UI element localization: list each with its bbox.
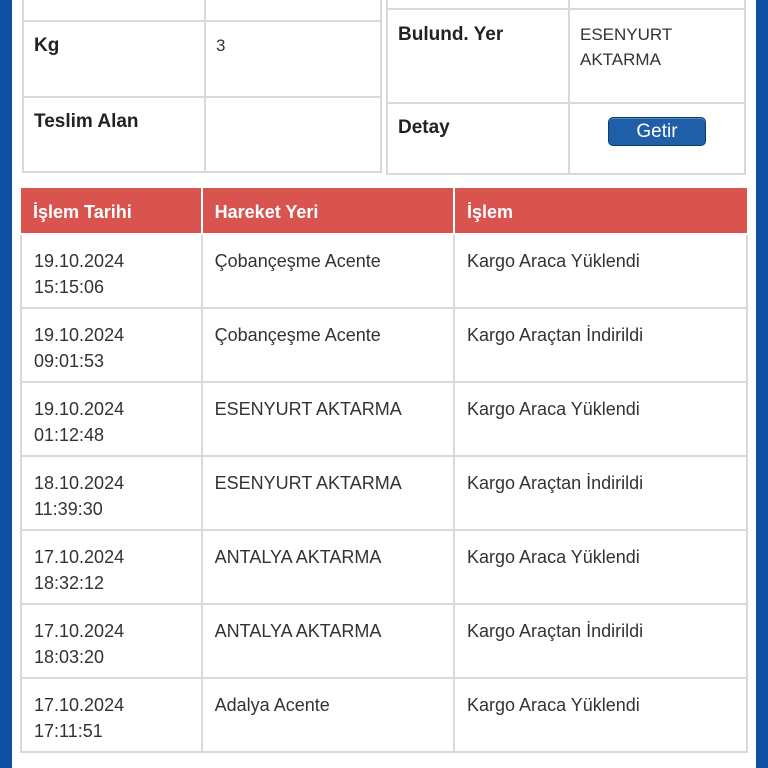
action-cell: Kargo Araçtan İndirildi (454, 604, 747, 678)
action-cell: Kargo Araca Yüklendi (454, 234, 747, 308)
date-cell (21, 234, 202, 308)
date-cell (21, 382, 202, 456)
date-cell (21, 456, 202, 530)
info-row-kg (23, 21, 381, 97)
column-header-islem-tarihi: İşlem Tarihi (21, 188, 202, 234)
place-cell: ESENYURT AKTARMA (202, 456, 454, 530)
table-row (21, 530, 747, 604)
info-row-teslim-alan (23, 97, 381, 172)
table-row (21, 234, 747, 308)
action-cell: Kargo Araca Yüklendi (454, 678, 747, 752)
info-row-detay (387, 103, 745, 174)
time-text: 11:39:30 (34, 499, 103, 519)
place-cell: ESENYURT AKTARMA (202, 382, 454, 456)
getir-button[interactable]: Getir (608, 117, 706, 146)
date-text: 17.10.2024 (34, 547, 125, 567)
kg-value: 3 (205, 21, 381, 97)
bulund-yer-line1: ESENYURT (580, 25, 673, 44)
movement-history-table (20, 188, 748, 753)
bulund-yer-value (569, 9, 745, 103)
info-row-top-partial (387, 0, 745, 9)
time-text: 15:15:06 (34, 277, 105, 297)
detay-label: Detay (387, 103, 569, 174)
teslim-alan-value (205, 97, 381, 172)
date-text: 17.10.2024 (34, 695, 125, 715)
date-cell (21, 678, 202, 752)
place-cell: ANTALYA AKTARMA (202, 530, 454, 604)
time-text: 09:01:53 (34, 351, 105, 371)
column-header-hareket-yeri: Hareket Yeri (202, 188, 454, 234)
date-text: 17.10.2024 (34, 621, 125, 641)
action-cell: Kargo Araca Yüklendi (454, 530, 747, 604)
detay-cell (569, 103, 745, 174)
action-cell: Kargo Araçtan İndirildi (454, 308, 747, 382)
info-row-bulund-yer (387, 9, 745, 103)
place-cell: Çobançeşme Acente (202, 308, 454, 382)
shipment-tracking-page (12, 0, 756, 768)
date-cell (21, 604, 202, 678)
time-text: 01:12:48 (34, 425, 105, 445)
table-row (21, 678, 747, 752)
bulund-yer-line2: AKTARMA (580, 50, 661, 69)
time-text: 18:03:20 (34, 647, 105, 667)
table-row (21, 604, 747, 678)
time-text: 17:11:51 (34, 721, 103, 741)
table-row (21, 308, 747, 382)
info-cell-empty (569, 0, 745, 9)
date-text: 19.10.2024 (34, 251, 125, 271)
date-cell (21, 530, 202, 604)
place-cell: ANTALYA AKTARMA (202, 604, 454, 678)
shipment-info-left-table (22, 0, 382, 173)
place-cell: Adalya Acente (202, 678, 454, 752)
date-text: 18.10.2024 (34, 473, 125, 493)
info-cell-empty (387, 0, 569, 9)
time-text: 18:32:12 (34, 573, 105, 593)
place-cell: Çobançeşme Acente (202, 234, 454, 308)
date-text: 19.10.2024 (34, 399, 125, 419)
info-cell-empty (23, 0, 205, 21)
info-row-top-partial (23, 0, 381, 21)
shipment-info-right-table (386, 0, 746, 175)
kg-label: Kg (23, 21, 205, 97)
teslim-alan-label: Teslim Alan (23, 97, 205, 172)
column-header-islem: İşlem (454, 188, 747, 234)
action-cell: Kargo Araçtan İndirildi (454, 456, 747, 530)
table-row (21, 382, 747, 456)
bulund-yer-label: Bulund. Yer (387, 9, 569, 103)
action-cell: Kargo Araca Yüklendi (454, 382, 747, 456)
table-row (21, 456, 747, 530)
info-cell-empty (205, 0, 381, 21)
date-cell (21, 308, 202, 382)
movement-header-row (21, 188, 747, 234)
date-text: 19.10.2024 (34, 325, 125, 345)
